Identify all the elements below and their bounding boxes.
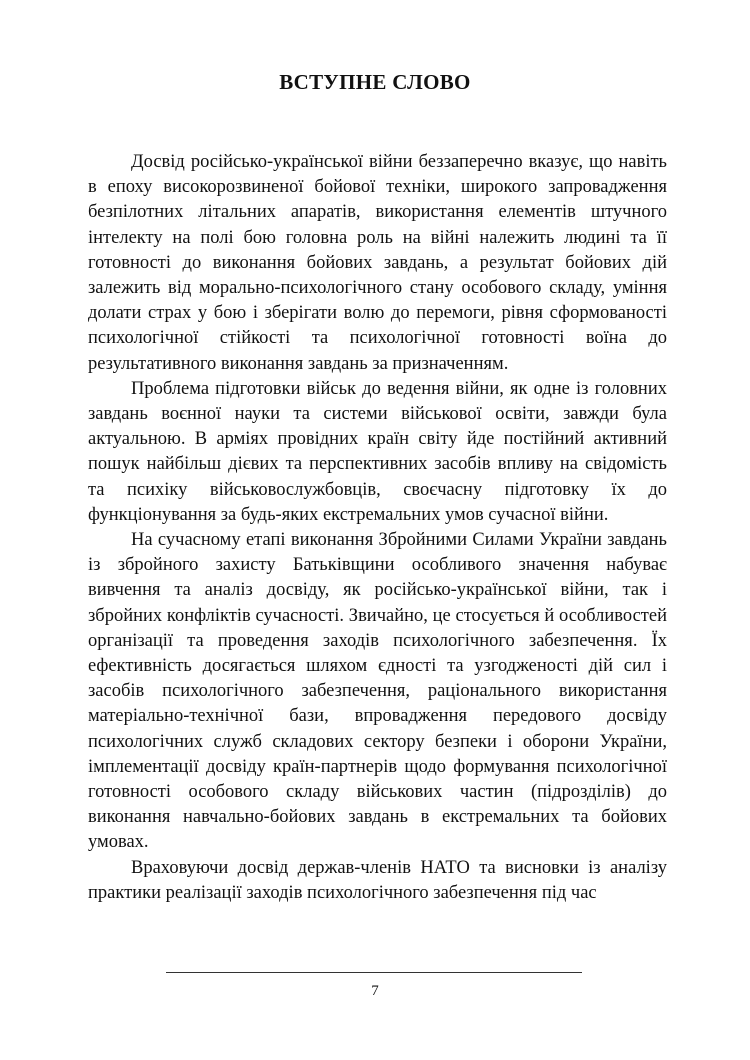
footer-divider xyxy=(166,972,582,973)
paragraph-3: На сучасному етапі виконання Збройними Силами України завдань із збройного захисту Батьківщини особливого значення набуває вивчення та аналіз досвіду, як російсько-української війни, так і збройних конфліктів сучасності. Звичайно, це стосується й особливостей організації та проведення заходів психологічного забезпечення. Їх ефективність досягається шляхом єдності та узгодженості дій сил і засобів психологічного забезпечення, раціонального використання матеріально-технічної бази, впровадження передового досвіду психологічних служб складових сектору безпеки і оборони України, імплементації досвіду країн-партнерів щодо формування психологічної готовності особового складу військових частин (підрозділів) до виконання навчально-бойових завдань в екстремальних та бойових умовах. xyxy=(88,530,667,853)
paragraph-1: Досвід російсько-української війни беззаперечно вказує, що навіть в епоху високорозвиненої бойової техніки, широкого запровадження безпілотних літальних апаратів, використання елементів штучного інтелекту на полі бою головна роль на війні належить людині та її готовності до виконання бойових завдань, а результат бойових дій залежить від морально-психологічного стану особового складу, уміння долати страх у бою і зберігати волю до перемоги, рівня сформованості психологічної стійкості та психологічної готовності воїна до результативного виконання завдань за призначенням. xyxy=(88,152,667,374)
body-text xyxy=(88,150,667,906)
paragraph-2: Проблема підготовки військ до ведення війни, як одне із головних завдань воєнної науки та системи військової освіти, завжди була актуальною. В арміях провідних країн світу йде постійний активний пошук найбільш дієвих та перспективних засобів впливу на свідомість та психіку військовослужбовців, своєчасну підготовку їх до функціонування за будь-яких екстремальних умов сучасної війни. xyxy=(88,378,667,525)
page-title: ВСТУПНЕ СЛОВО xyxy=(279,70,471,94)
paragraph-4: Враховуючи досвід держав-членів НАТО та висновки із аналізу практики реалізації заходів психологічного забезпечення під час xyxy=(88,857,667,903)
page-number: 7 xyxy=(371,983,379,999)
